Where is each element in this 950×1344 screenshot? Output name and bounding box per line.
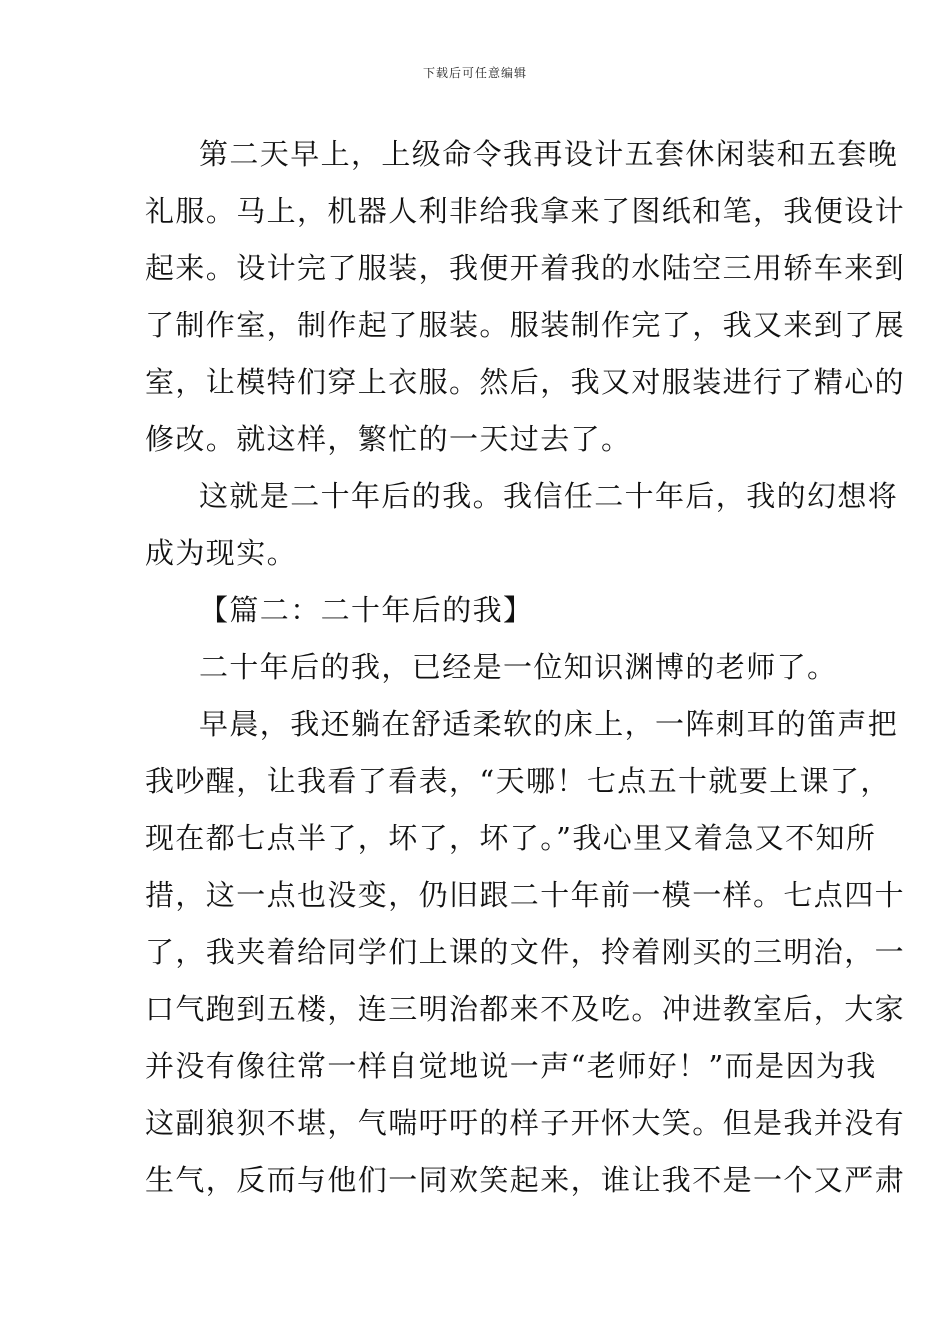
text-line: 措，这一点也没变，仍旧跟二十年前一模一样。七点四十 <box>145 878 906 912</box>
text-line: 并没有像往常一样自觉地说一声“老师好！”而是因为我 <box>145 1049 877 1083</box>
text-line: 二十年后的我，已经是一位知识渊博的老师了。 <box>199 650 838 684</box>
section-heading: 【篇二：二十年后的我】 <box>199 593 534 627</box>
text-line: 修改。就这样，繁忙的一天过去了。 <box>145 422 632 456</box>
text-line: 成为现实。 <box>145 536 298 570</box>
text-line: 第二天早上，上级命令我再设计五套休闲装和五套晚 <box>199 137 899 171</box>
text-line: 了，我夹着给同学们上课的文件，拎着刚买的三明治，一 <box>145 935 906 969</box>
text-line: 这副狼狈不堪，气喘吁吁的样子开怀大笑。但是我并没有 <box>145 1106 906 1140</box>
text-line: 生气，反而与他们一同欢笑起来，谁让我不是一个又严肃 <box>145 1163 906 1197</box>
text-line: 现在都七点半了，坏了，坏了。”我心里又着急又不知所 <box>145 821 877 855</box>
text-line: 室，让模特们穿上衣服。然后，我又对服装进行了精心的 <box>145 365 906 399</box>
text-line: 我吵醒，让我看了看表，“天哪！七点五十就要上课了， <box>145 764 891 798</box>
text-line: 起来。设计完了服装，我便开着我的水陆空三用轿车来到 <box>145 251 906 285</box>
text-line: 早晨，我还躺在舒适柔软的床上，一阵刺耳的笛声把 <box>199 707 899 741</box>
text-line: 这就是二十年后的我。我信任二十年后，我的幻想将 <box>199 479 899 513</box>
text-line: 了制作室，制作起了服装。服装制作完了，我又来到了展 <box>145 308 906 342</box>
page-header: 下载后可任意编辑 <box>422 66 527 80</box>
text-line: 口气跑到五楼，连三明治都来不及吃。冲进教室后，大家 <box>145 992 906 1026</box>
text-line: 礼服。马上，机器人利非给我拿来了图纸和笔，我便设计 <box>145 194 906 228</box>
document-body <box>145 126 906 1209</box>
